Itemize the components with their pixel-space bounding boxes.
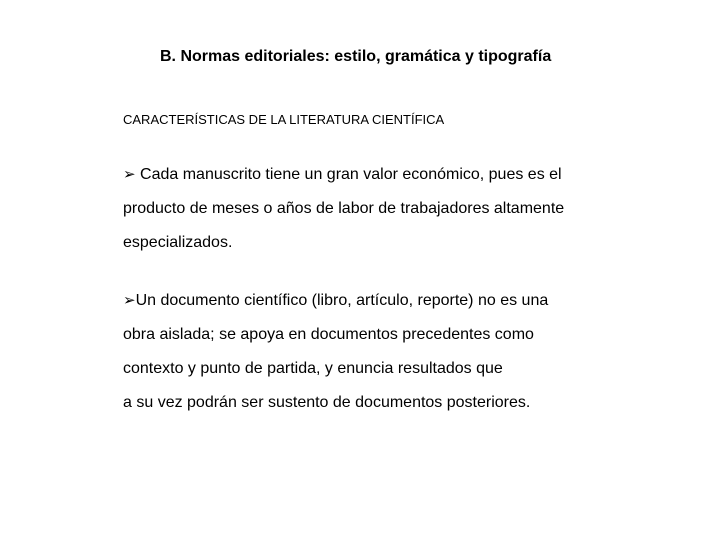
paragraph-1-line-1 [123,157,564,192]
paragraph-2-line-4: a su vez podrán ser sustento de documentos posteriores. [123,394,531,411]
paragraph-2-line-1-text: Un documento científico (libro, artículo, reporte) no es una [135,292,549,309]
arrow-bullet-icon: ➢ [123,291,136,309]
paragraph-2-line-3: contexto y punto de partida, y enuncia resultados que [123,360,503,377]
bullet-paragraph-2 [123,283,548,420]
section-heading: CARACTERÍSTICAS DE LA LITERATURA CIENTÍFICA [123,112,445,127]
paragraph-2-line-1 [123,283,548,318]
bullet-paragraph-1 [123,157,564,260]
paragraph-1-line-1-text: Cada manuscrito tiene un gran valor económico, pues es el [135,166,562,183]
arrow-bullet-icon: ➢ [123,165,136,183]
paragraph-2-line-2: obra aislada; se apoya en documentos precedentes como [123,326,534,343]
paragraph-1-line-3: especializados. [123,234,233,251]
paragraph-1-line-2: producto de meses o años de labor de trabajadores altamente [123,200,565,217]
slide-title: B. Normas editoriales: estilo, gramática y tipografía [160,48,552,65]
